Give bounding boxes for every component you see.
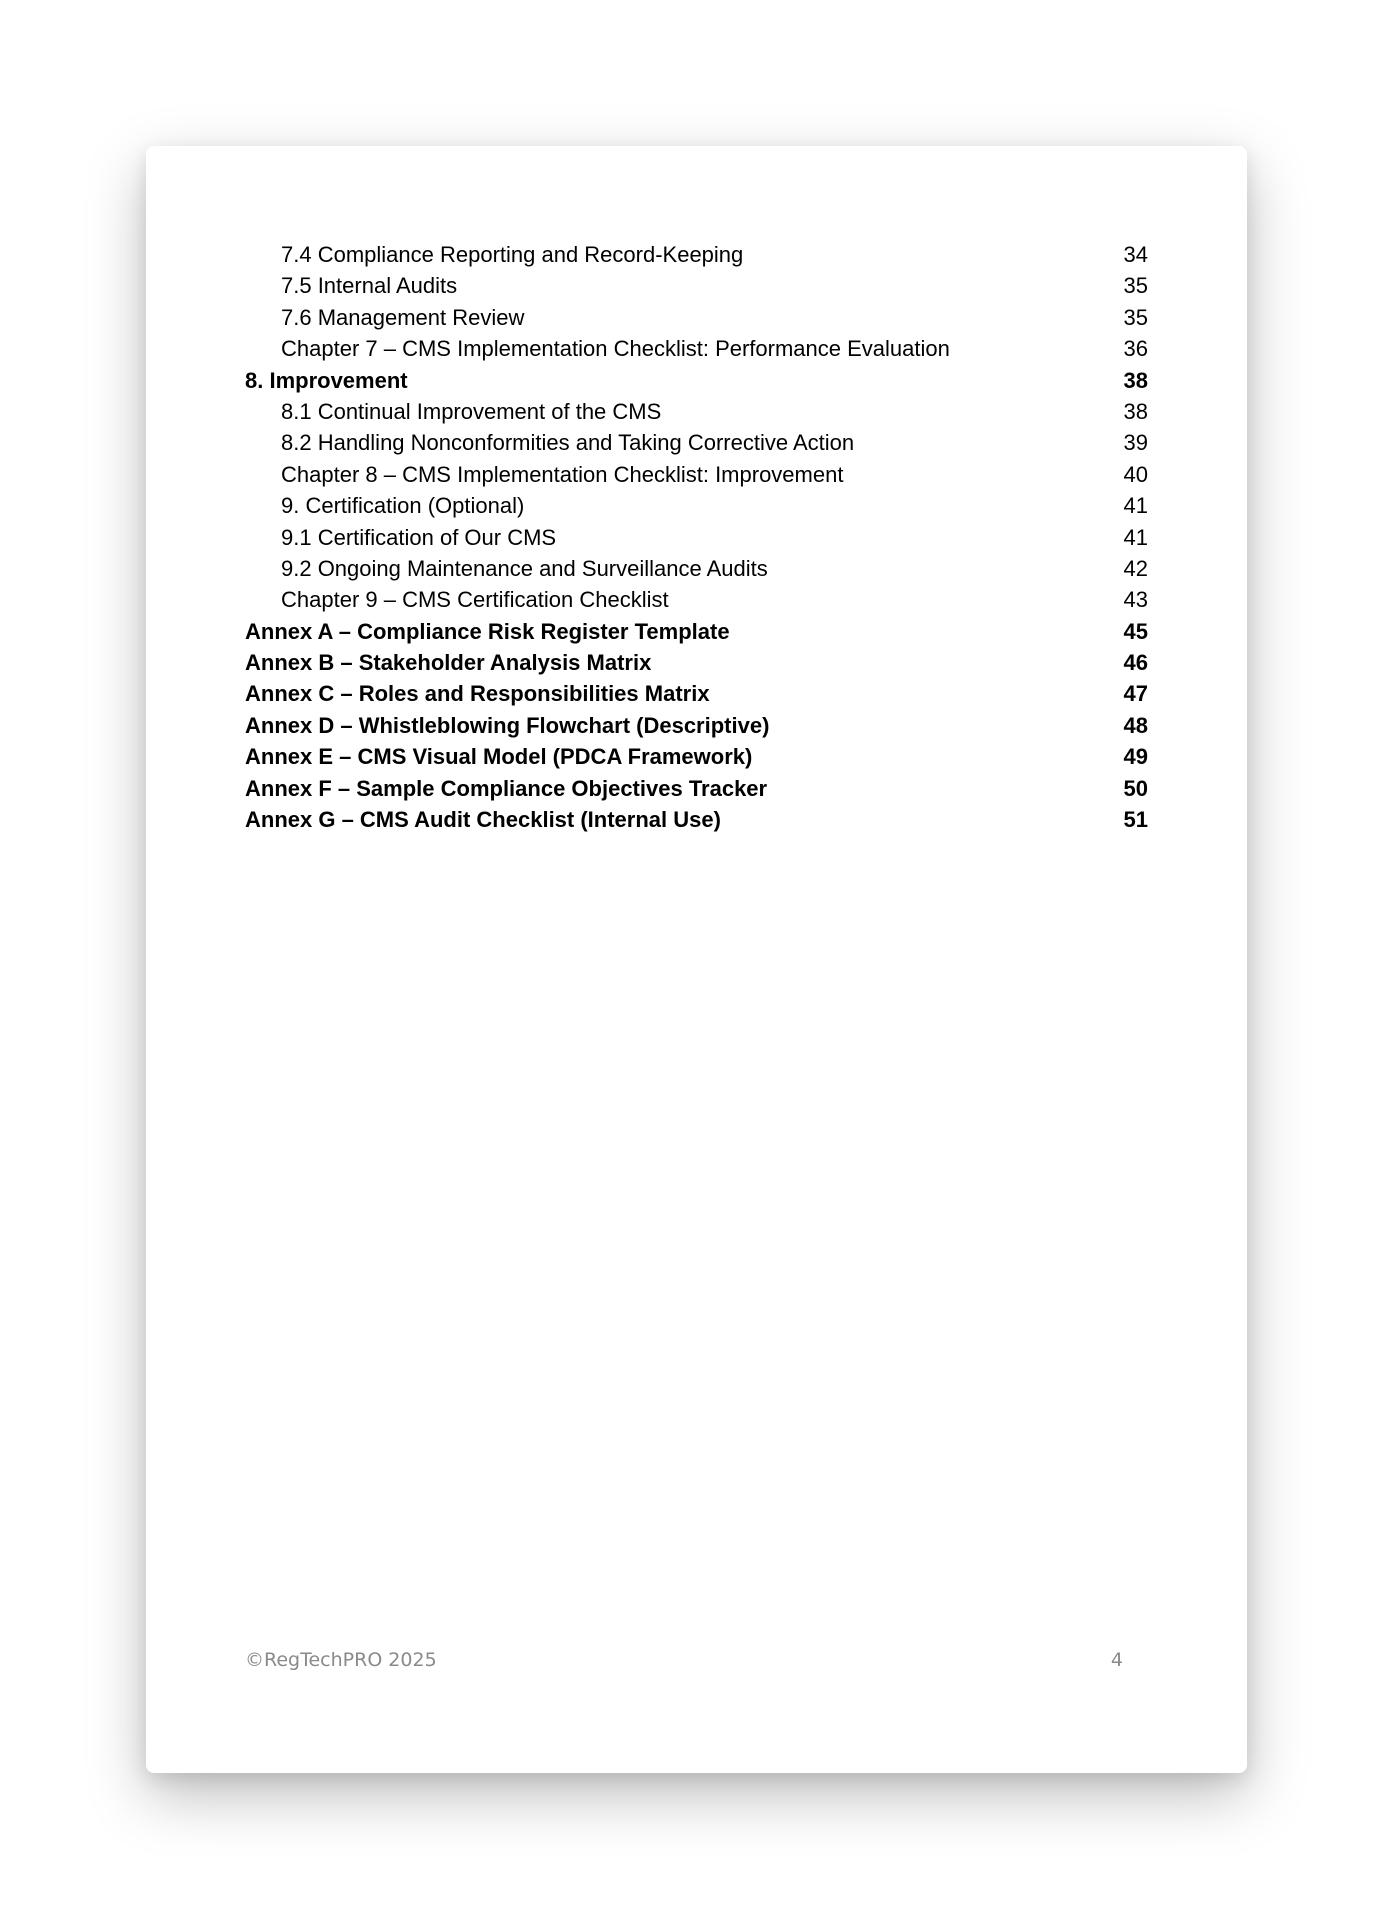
toc-entry[interactable] xyxy=(245,741,1148,772)
toc-entry-title: 7.5 Internal Audits xyxy=(281,273,458,299)
toc-entry-title: 9.2 Ongoing Maintenance and Surveillance Audits xyxy=(281,555,768,581)
toc-entry-title: Annex A – Compliance Risk Register Template xyxy=(245,618,730,644)
toc-entry[interactable] xyxy=(245,616,1148,647)
toc-entry[interactable] xyxy=(245,710,1148,741)
toc-entry-page: 34 xyxy=(1123,242,1148,267)
toc-entry[interactable] xyxy=(245,678,1148,709)
toc-entry-title: Annex E – CMS Visual Model (PDCA Framework) xyxy=(245,744,753,770)
footer-copyright: ©RegTechPRO 2025 xyxy=(245,1649,437,1671)
toc-entry[interactable] xyxy=(245,647,1148,678)
toc-entry[interactable] xyxy=(245,427,1148,458)
toc-entry[interactable] xyxy=(245,553,1148,584)
toc-entry-page: 38 xyxy=(1123,367,1148,393)
toc-entry-title: 7.4 Compliance Reporting and Record-Keeping xyxy=(281,242,744,267)
toc-entry[interactable] xyxy=(245,773,1148,804)
toc-entry-title: Annex C – Roles and Responsibilities Matrix xyxy=(245,681,710,707)
toc-entry-page: 43 xyxy=(1123,587,1148,613)
toc-entry[interactable] xyxy=(245,270,1148,301)
toc-entry[interactable] xyxy=(245,396,1148,427)
toc-entry-title: 8.2 Handling Nonconformities and Taking Corrective Action xyxy=(281,430,855,456)
toc-entry[interactable] xyxy=(245,365,1148,396)
toc-entry-title: Annex D – Whistleblowing Flowchart (Descriptive) xyxy=(245,712,770,738)
toc-entry-page: 39 xyxy=(1123,430,1148,456)
toc-entry-title: Annex F – Sample Compliance Objectives Tracker xyxy=(245,775,768,801)
toc-entry-title: Chapter 7 – CMS Implementation Checklist: Performance Evaluation xyxy=(281,336,950,362)
toc-entry-page: 41 xyxy=(1123,524,1148,550)
page-footer xyxy=(245,1649,1123,1671)
footer-page-number: 4 xyxy=(1110,1649,1123,1671)
toc-entry-page: 38 xyxy=(1123,398,1148,424)
toc-entry-page: 36 xyxy=(1123,336,1148,362)
table-of-contents xyxy=(245,239,1148,835)
toc-entry-title: 7.6 Management Review xyxy=(281,304,525,330)
toc-entry[interactable] xyxy=(245,584,1148,615)
toc-entry-page: 51 xyxy=(1123,807,1148,833)
toc-entry-page: 42 xyxy=(1123,555,1148,581)
toc-entry[interactable] xyxy=(245,804,1148,835)
toc-entry-page: 45 xyxy=(1123,618,1148,644)
toc-entry-page: 41 xyxy=(1123,493,1148,519)
toc-entry[interactable] xyxy=(245,239,1148,270)
toc-entry-page: 35 xyxy=(1123,273,1148,299)
toc-entry-page: 46 xyxy=(1123,650,1148,676)
toc-entry-title: Chapter 8 – CMS Implementation Checklist: Improvement xyxy=(281,461,844,487)
toc-entry[interactable] xyxy=(245,333,1148,364)
toc-entry[interactable] xyxy=(245,302,1148,333)
document-page xyxy=(146,146,1247,1773)
toc-entry-title: Annex B – Stakeholder Analysis Matrix xyxy=(245,650,652,676)
toc-entry[interactable] xyxy=(245,522,1148,553)
toc-entry-page: 47 xyxy=(1123,681,1148,707)
toc-entry[interactable] xyxy=(245,490,1148,521)
toc-entry-title: 9.1 Certification of Our CMS xyxy=(281,524,557,550)
toc-entry-title: 8.1 Continual Improvement of the CMS xyxy=(281,398,662,424)
toc-entry-title: Chapter 9 – CMS Certification Checklist xyxy=(281,587,669,613)
toc-entry-page: 35 xyxy=(1123,304,1148,330)
toc-entry-title: 8. Improvement xyxy=(245,367,408,393)
toc-entry-page: 40 xyxy=(1123,461,1148,487)
toc-entry[interactable] xyxy=(245,459,1148,490)
toc-entry-title: Annex G – CMS Audit Checklist (Internal Use) xyxy=(245,807,721,833)
toc-entry-page: 49 xyxy=(1123,744,1148,770)
toc-entry-page: 50 xyxy=(1123,775,1148,801)
toc-entry-page: 48 xyxy=(1123,712,1148,738)
toc-entry-title: 9. Certification (Optional) xyxy=(281,493,525,519)
